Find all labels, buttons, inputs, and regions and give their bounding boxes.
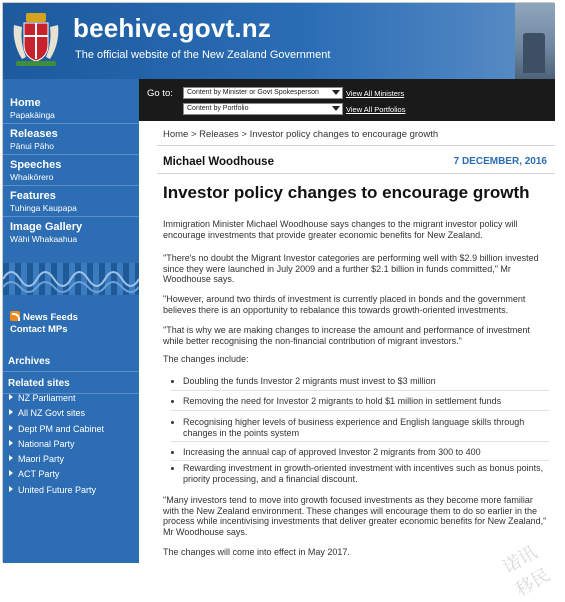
site-header [3, 3, 555, 79]
divider [171, 441, 549, 442]
arrow-right-icon [9, 425, 13, 431]
view-all-ministers-link[interactable]: View All Ministers [346, 89, 405, 98]
news-feeds-label: News Feeds [23, 312, 78, 323]
portfolio-select-value: Content by Portfolio [187, 105, 249, 112]
list-item: Increasing the annual cap of approved Investor 2 migrants from 300 to 400 [163, 447, 549, 458]
list-item: Rewarding investment in growth-oriented investment with incentives such as bonus points, priority processing, and a financial discount. [163, 463, 549, 484]
arrow-right-icon [9, 394, 13, 400]
related-site-item[interactable] [9, 439, 104, 454]
news-feeds-link[interactable] [10, 311, 78, 323]
related-site-item[interactable] [9, 408, 104, 423]
nav-speeches-sub: Whaikōrero [10, 172, 54, 182]
nav-home-label: Home [10, 97, 41, 109]
chevron-down-icon [332, 90, 340, 95]
view-all-portfolios-link[interactable]: View All Portfolios [346, 105, 406, 114]
article-paragraph: Immigration Minister Michael Woodhouse says changes to the migrant investor policy will encourage investments that provide greater economic benefits for New Zealand. [163, 219, 518, 240]
divider [157, 145, 555, 146]
arrow-right-icon [9, 455, 13, 461]
divider [171, 460, 549, 461]
article-paragraph: The changes include: [163, 354, 249, 364]
release-date: 7 DECEMBER, 2016 [453, 156, 547, 167]
divider [171, 390, 549, 391]
related-site-label: National Party [18, 438, 75, 449]
related-site-label: NZ Parliament [18, 393, 76, 403]
related-site-label: All NZ Govt sites [18, 408, 86, 419]
beehive-building-image [515, 3, 555, 79]
contact-mps-link[interactable]: Contact MPs [10, 324, 68, 335]
related-site-item[interactable] [9, 424, 104, 439]
minister-select[interactable] [183, 87, 343, 99]
archives-link[interactable]: Archives [3, 356, 139, 372]
minister-select-value: Content by Minister or Govt Spokesperson [187, 89, 319, 96]
chevron-down-icon [332, 106, 340, 111]
article-paragraph: The changes will come into effect in May 2017. [163, 547, 350, 557]
nav-features-label: Features [10, 190, 56, 202]
nav-features[interactable] [3, 186, 139, 217]
arrow-right-icon [9, 440, 13, 446]
page-title: Investor policy changes to encourage growth [163, 183, 530, 202]
related-sites-heading: Related sites [3, 378, 139, 394]
watermark-text: 诺讯移民 [499, 541, 554, 601]
arrow-right-icon [9, 486, 13, 492]
related-site-item[interactable] [9, 454, 104, 469]
related-site-label: Maori Party [18, 454, 65, 465]
author-name[interactable]: Michael Woodhouse [163, 156, 274, 168]
nav-releases-label: Releases [10, 128, 58, 140]
browser-page [2, 2, 554, 601]
list-item: Removing the need for Investor 2 migrants to hold $1 million in settlement funds [163, 396, 549, 407]
maori-pattern-banner [3, 263, 139, 295]
nav-speeches-label: Speeches [10, 159, 62, 171]
list-item: Recognising higher levels of business experience and English language skills through changes in the points system [163, 417, 549, 438]
article-paragraph: "There's no doubt the Migrant Investor categories are performing well with $2.9 billion invested since they were launched in July 2009 and a further $2.1 billion in funds committed," Mr Woodhouse says. [163, 253, 539, 285]
related-site-label: ACT Party [18, 469, 60, 480]
nav-features-sub: Tuhinga Kaupapa [10, 203, 77, 213]
nav-image-gallery-sub: Wāhi Whakaahua [10, 234, 78, 244]
site-title[interactable]: beehive.govt.nz [73, 13, 272, 43]
related-sites-list [9, 393, 104, 500]
portfolio-select[interactable] [183, 103, 343, 115]
article-paragraph: "That is why we are making changes to increase the amount and performance of investment while better recognising the non-financial contribution of migrant investors." [163, 325, 530, 346]
main-content [139, 121, 555, 601]
breadcrumb[interactable]: Home > Releases > Investor policy changes to encourage growth [163, 129, 439, 140]
nav-releases[interactable] [3, 124, 139, 155]
arrow-right-icon [9, 470, 13, 476]
goto-bar [139, 79, 555, 121]
sidebar [3, 79, 139, 563]
related-site-label: Dept PM and Cabinet [18, 423, 105, 434]
divider [157, 173, 555, 174]
nz-coat-of-arms-icon[interactable] [10, 11, 62, 69]
article-paragraph: "Many investors tend to move into growth focused investments as they become more familiar with the New Zealand environment. These changes will encourage them to do so earlier in the process while incentivising investments that deliver greater economic benefits for New Zealand," Mr Woodhouse says. [163, 495, 547, 537]
goto-label: Go to: [147, 88, 173, 99]
nav-image-gallery-label: Image Gallery [10, 221, 83, 233]
nav-releases-sub: Pānui Pāho [10, 141, 54, 151]
related-site-item[interactable] [9, 485, 104, 500]
article-paragraph: "However, around two thirds of investment is currently placed in bonds and the government believes there is an opportunity to rebalance this towards growth-oriented investments. [163, 294, 526, 315]
related-site-item[interactable] [9, 469, 104, 484]
related-site-item[interactable] [9, 393, 104, 408]
nav-image-gallery[interactable] [3, 217, 139, 248]
site-subtitle: The official website of the New Zealand Government [75, 49, 331, 61]
divider [171, 410, 549, 411]
nav-speeches[interactable] [3, 155, 139, 186]
arrow-right-icon [9, 409, 13, 415]
list-item: Doubling the funds Investor 2 migrants must invest to $3 million [163, 376, 549, 387]
nav-home-sub: Papakāinga [10, 110, 55, 120]
nav-home[interactable] [3, 93, 139, 124]
related-site-label: United Future Party [18, 484, 97, 495]
rss-icon [10, 311, 20, 321]
